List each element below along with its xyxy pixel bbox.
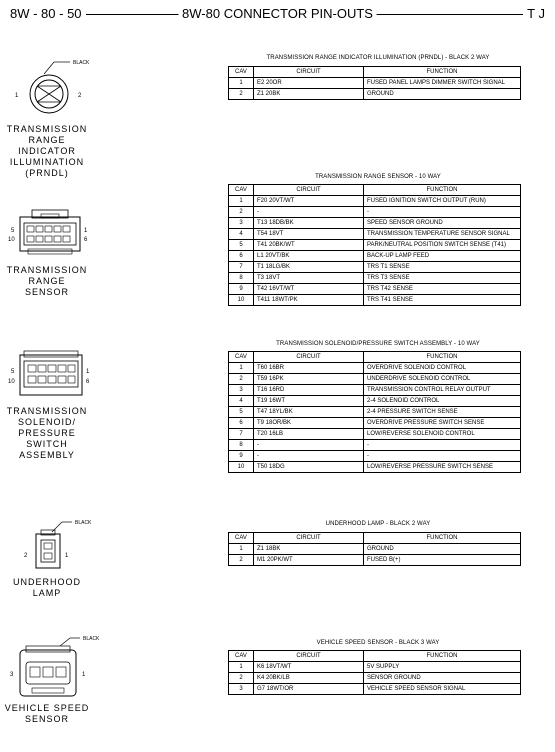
section-title: VEHICLE SPEED SENSOR - BLACK 3 WAY <box>316 640 440 646</box>
page-header <box>10 6 545 22</box>
table-row: 2 - - <box>229 207 521 218</box>
table-row: 5 T47 18YL/BK 2-4 PRESSURE SWITCH SENSE <box>229 407 521 418</box>
table-row: 6 L1 20VT/BK BACK-UP LAMP FEED <box>229 251 521 262</box>
connector-label: VEHICLE SPEED SENSOR <box>4 703 90 724</box>
solenoid-connector-diagram <box>8 347 98 402</box>
section-title: TRANSMISSION RANGE SENSOR - 10 WAY <box>315 174 441 180</box>
section-title: TRANSMISSION RANGE INDICATOR ILLUMINATION (PRNDL) - BLACK 2 WAY <box>266 55 490 61</box>
svg-text:1: 1 <box>65 553 69 559</box>
circuit-header: CIRCUIT <box>254 67 364 78</box>
pin-label: 1 <box>15 93 19 99</box>
color-label: BLACK <box>73 60 90 66</box>
table-row: 2 M1 20PK/WT FUSED B(+) <box>229 555 521 566</box>
svg-text:5: 5 <box>11 228 15 234</box>
table-row: 3 T16 16RD TRANSMISSION CONTROL RELAY OUTPUT <box>229 385 521 396</box>
cav-header: CAV <box>229 67 254 78</box>
table-row: 8 - - <box>229 440 521 451</box>
table-row: 4 T54 18VT TRANSMISSION TEMPERATURE SENSOR SIGNAL <box>229 229 521 240</box>
svg-text:2: 2 <box>24 553 28 559</box>
pinout-table <box>228 66 521 100</box>
pinout-table <box>228 184 521 306</box>
connector-label: TRANSMISSION SOLENOID/ PRESSURE SWITCH ASSEMBLY <box>6 406 88 460</box>
table-row: 10 T411 18WT/PK TRS T41 SENSE <box>229 295 521 306</box>
table-header-row: CAV CIRCUIT FUNCTION <box>229 533 521 544</box>
table-row: 7 T1 18LG/BK TRS T1 SENSE <box>229 262 521 273</box>
range-sensor-connector-diagram <box>8 205 98 260</box>
svg-text:10: 10 <box>8 237 15 243</box>
table-row: 3 G7 18WT/OR VEHICLE SPEED SENSOR SIGNAL <box>229 684 521 695</box>
header-title: 8W-80 CONNECTOR PIN-OUTS <box>178 6 377 22</box>
function-header: FUNCTION <box>364 67 521 78</box>
svg-text:1: 1 <box>86 369 90 375</box>
table-header-row: CAV CIRCUIT FUNCTION <box>229 352 521 363</box>
pinout-table <box>228 650 521 695</box>
table-row: 1 F20 20VT/WT FUSED IGNITION SWITCH OUTPUT (RUN) <box>229 196 521 207</box>
header-model: T J <box>523 6 545 22</box>
svg-text:3: 3 <box>10 672 14 678</box>
section-title: TRANSMISSION SOLENOID/PRESSURE SWITCH ASSEMBLY - 10 WAY <box>276 341 480 347</box>
svg-text:5: 5 <box>11 369 15 375</box>
table-row: 2 T59 16PK UNDERDRIVE SOLENOID CONTROL <box>229 374 521 385</box>
table-row: 4 T19 16WT 2-4 SOLENOID CONTROL <box>229 396 521 407</box>
table-row: 7 T20 16LB LOW/REVERSE SOLENOID CONTROL <box>229 429 521 440</box>
svg-text:1: 1 <box>84 228 88 234</box>
pinout-table <box>228 532 521 566</box>
section-title: UNDERHOOD LAMP - BLACK 2 WAY <box>325 521 431 527</box>
table-row: 1 K6 18VT/WT 5V SUPPLY <box>229 662 521 673</box>
color-label: BLACK <box>75 520 92 526</box>
table-header-row <box>229 67 521 78</box>
connector-label: TRANSMISSION RANGE INDICATOR ILLUMINATION (PRNDL) <box>6 124 88 178</box>
table-header-row: CAV CIRCUIT FUNCTION <box>229 185 521 196</box>
table-row: 3 T13 18DB/BK SPEED SENSOR GROUND <box>229 218 521 229</box>
table-row: 5 T41 20BK/WT PARK/NEUTRAL POSITION SWITCH SENSE (T41) <box>229 240 521 251</box>
svg-text:6: 6 <box>86 379 90 385</box>
svg-text:1: 1 <box>82 672 86 678</box>
pin-label: 2 <box>78 93 82 99</box>
vehicle-speed-sensor-connector-diagram <box>6 632 106 702</box>
table-row: 1 T60 16BR OVERDRIVE SOLENOID CONTROL <box>229 363 521 374</box>
header-section-number: 8W - 80 - 50 <box>10 6 86 22</box>
table-header-row: CAV CIRCUIT FUNCTION <box>229 651 521 662</box>
svg-text:6: 6 <box>84 237 88 243</box>
connector-label: UNDERHOOD LAMP <box>12 577 81 598</box>
table-row: 6 T9 18OR/BK OVERDRIVE PRESSURE SWITCH SENSE <box>229 418 521 429</box>
table-row: 2 K4 20BK/LB SENSOR GROUND <box>229 673 521 684</box>
pinout-table <box>228 351 521 473</box>
table-row: 1 Z1 18BK GROUND <box>229 544 521 555</box>
table-row: 1 E2 20OR FUSED PANEL LAMPS DIMMER SWITCH SIGNAL <box>229 78 521 89</box>
color-label: BLACK <box>83 636 100 642</box>
prndl-connector-diagram <box>10 52 110 132</box>
connector-label: TRANSMISSION RANGE SENSOR <box>6 265 88 297</box>
table-row: 10 T50 18DG LOW/REVERSE PRESSURE SWITCH SENSE <box>229 462 521 473</box>
table-row: 8 T3 18VT TRS T3 SENSE <box>229 273 521 284</box>
svg-text:10: 10 <box>8 379 15 385</box>
table-row: 2 Z1 20BK GROUND <box>229 89 521 100</box>
table-row: 9 - - <box>229 451 521 462</box>
underhood-lamp-connector-diagram <box>10 514 110 576</box>
table-row: 9 T42 16VT/WT TRS T42 SENSE <box>229 284 521 295</box>
